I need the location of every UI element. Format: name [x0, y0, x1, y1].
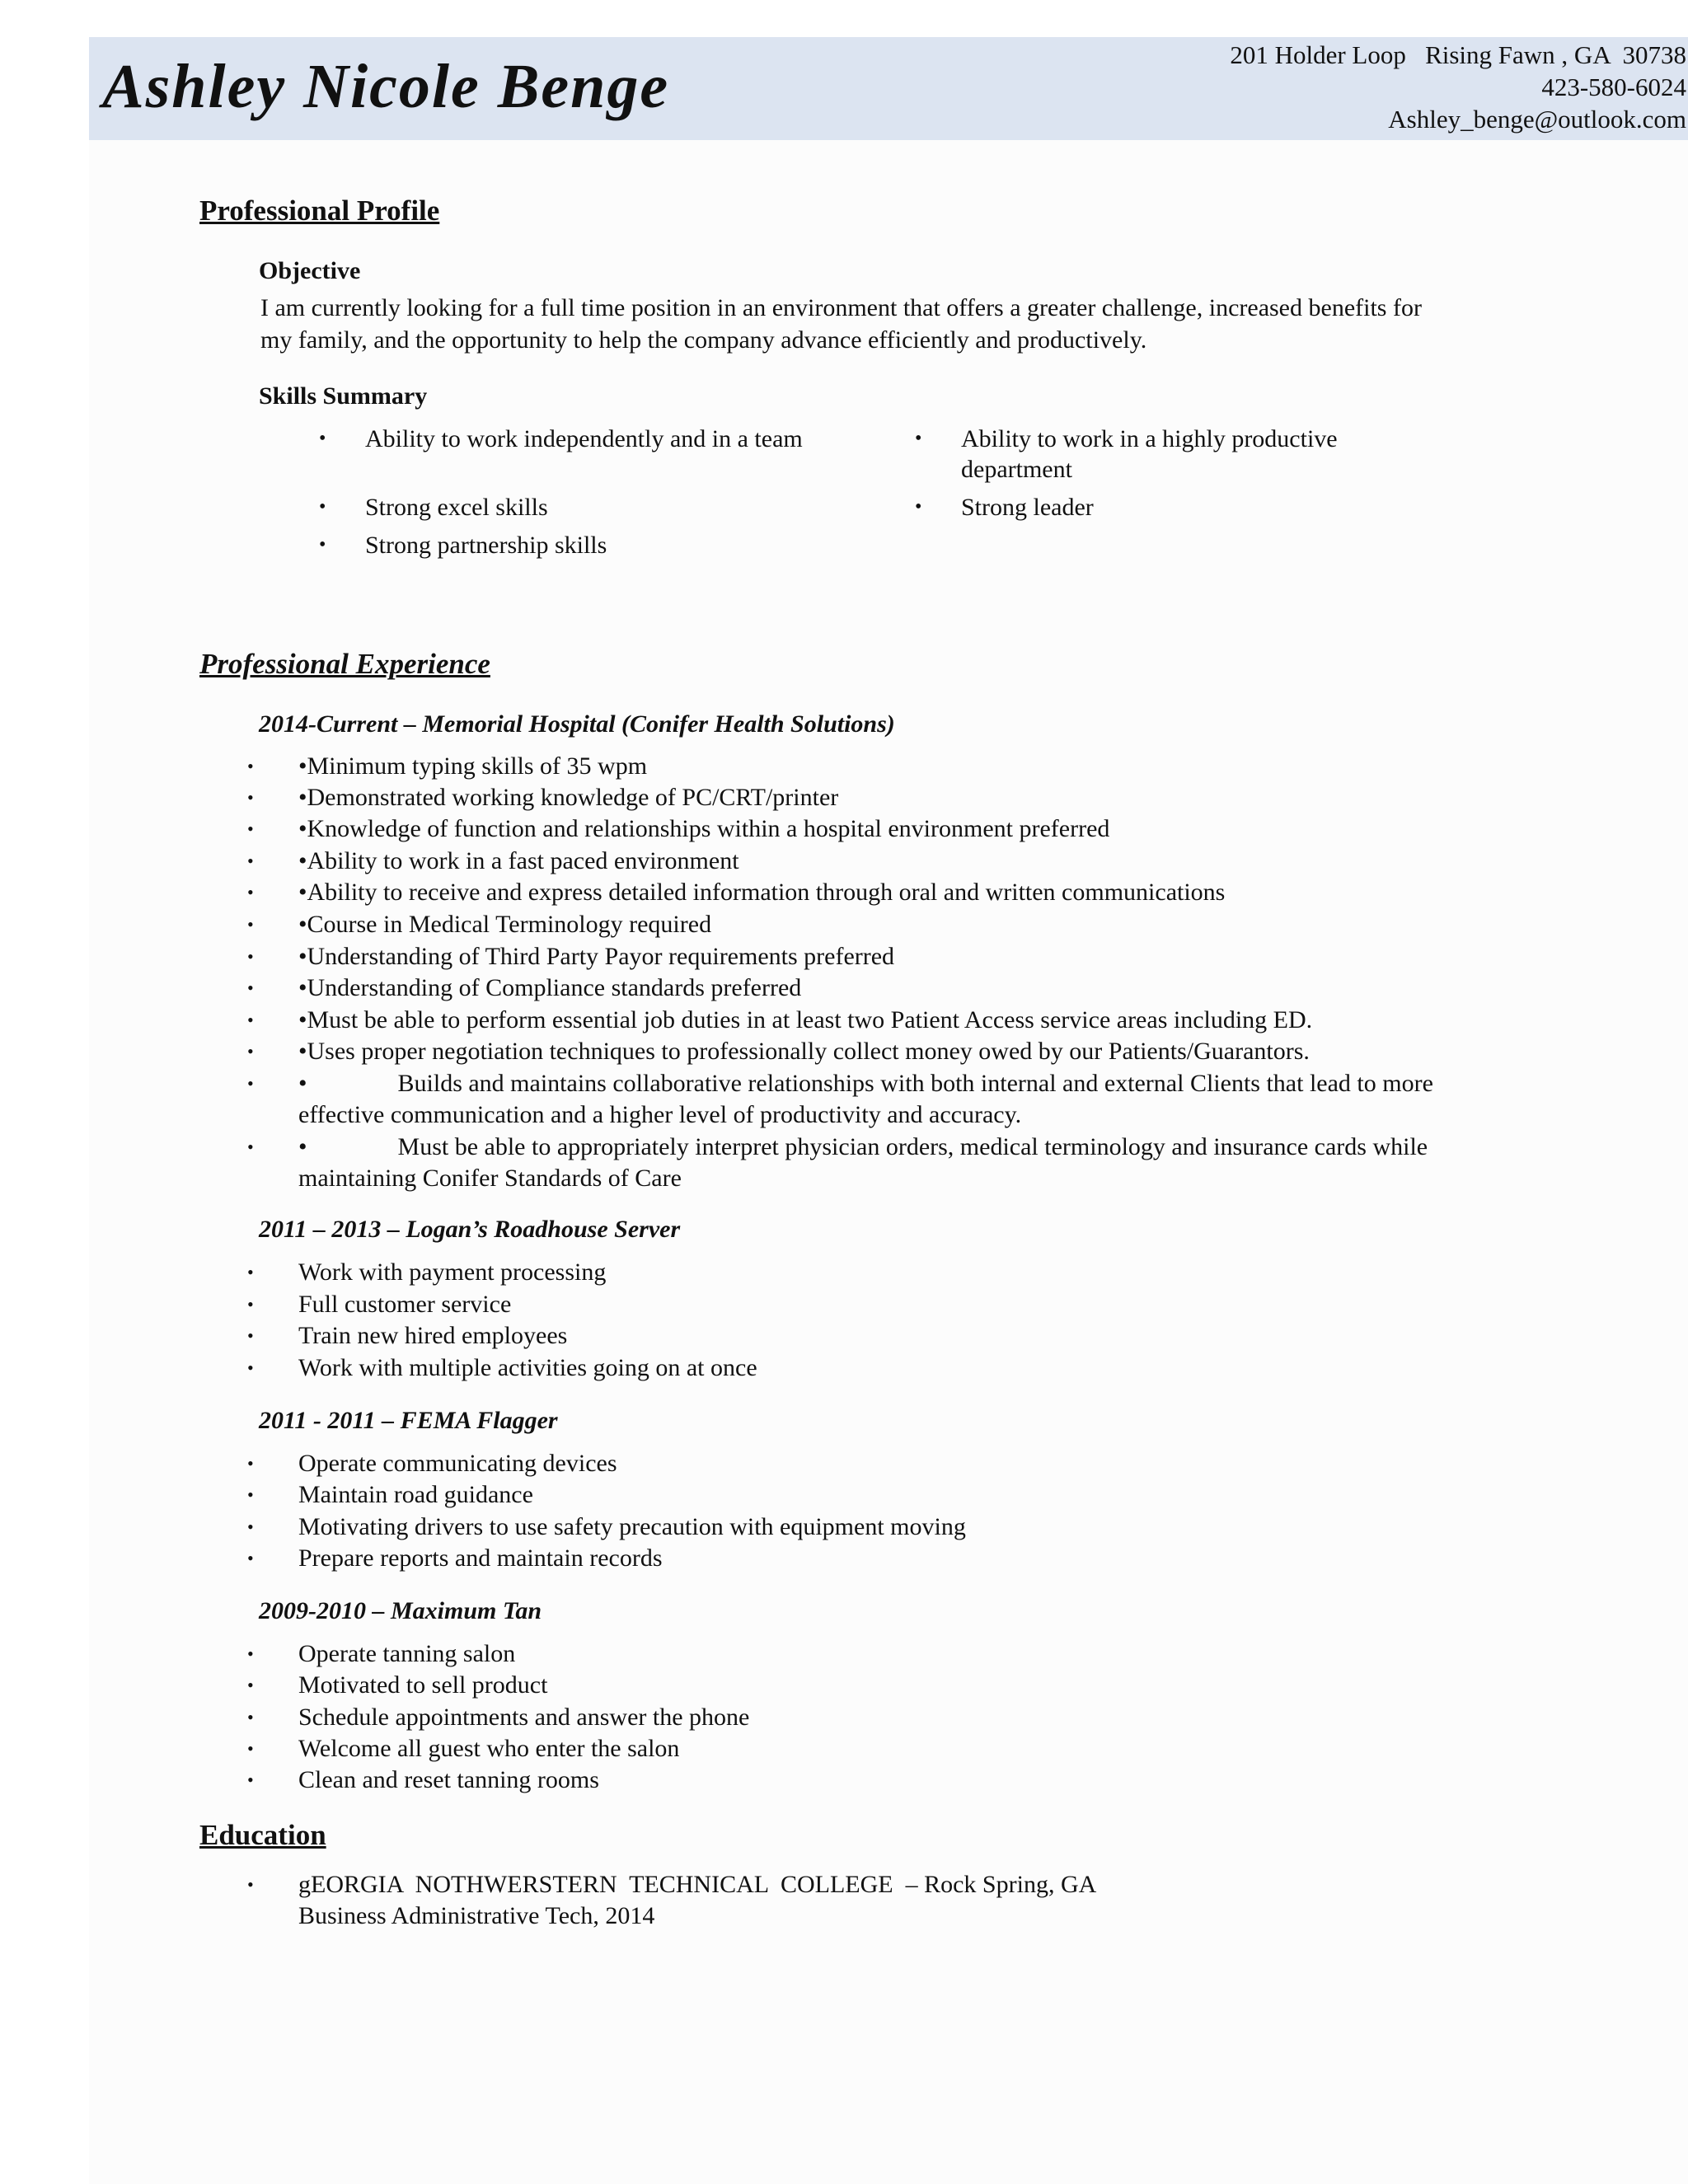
item-text: •Must be able to perform essential job duties in at least two Patient Access service areas including ED. — [298, 1006, 1313, 1033]
job-title: 2014-Current – Memorial Hospital (Conifer Health Solutions) — [259, 710, 895, 738]
bullet-icon: • — [247, 882, 254, 902]
bullet-icon: • — [247, 818, 254, 839]
job-title: 2011 - 2011 – FEMA Flagger — [259, 1407, 558, 1434]
bullet-icon: • — [247, 914, 254, 935]
item-text: Welcome all guest who enter the salon — [298, 1735, 680, 1762]
item-text: Work with payment processing — [298, 1258, 607, 1286]
list-item — [247, 1132, 1502, 1194]
bullet-icon: • — [247, 1675, 254, 1695]
item-text: Operate communicating devices — [298, 1450, 617, 1477]
list-item — [247, 877, 1502, 908]
item-text: Work with multiple activities going on at once — [298, 1354, 757, 1381]
bullet-icon: • — [247, 1073, 254, 1094]
item-text: Motivating drivers to use safety precaution with equipment moving — [298, 1513, 966, 1540]
inline-bullet: • — [298, 1133, 307, 1160]
skill-item — [319, 530, 835, 560]
list-item — [247, 1638, 1502, 1670]
bullet-icon: • — [247, 1325, 254, 1346]
list-item — [247, 1702, 1502, 1733]
list-item — [247, 813, 1502, 845]
list-item — [247, 1005, 1502, 1036]
skill-item — [319, 424, 835, 454]
bullet-icon: • — [247, 1010, 254, 1030]
item-text: •Course in Medical Terminology required — [298, 911, 712, 938]
bullet-icon: • — [247, 1643, 254, 1664]
list-item — [247, 1352, 1502, 1384]
list-item — [247, 1543, 1502, 1574]
skills-label: Skills Summary — [259, 382, 428, 410]
item-text: •Demonstrated working knowledge of PC/CRT/printer — [298, 784, 839, 811]
profile-heading: Professional Profile — [199, 194, 440, 227]
item-text: •Understanding of Third Party Payor requirements preferred — [298, 943, 895, 970]
list-item — [247, 1289, 1502, 1320]
job-title: 2011 – 2013 – Logan’s Roadhouse Server — [259, 1216, 681, 1243]
bullet-icon: • — [247, 946, 254, 967]
bullet-icon: • — [247, 1137, 254, 1157]
education-heading: Education — [199, 1819, 326, 1851]
list-item — [247, 751, 1502, 782]
list-item — [247, 1448, 1502, 1479]
skill-text: Ability to work independently and in a team — [365, 425, 803, 452]
bullet-icon: • — [319, 534, 326, 555]
bullet-icon: • — [247, 787, 254, 808]
list-item — [247, 1257, 1502, 1288]
bullet-icon: • — [319, 496, 326, 518]
phone: 423-580-6024 — [1541, 73, 1686, 101]
item-text: Maintain road guidance — [298, 1481, 533, 1508]
bullet-icon: • — [247, 756, 254, 776]
list-item — [247, 1036, 1502, 1067]
list-item — [247, 1479, 1502, 1511]
resume-name: Ashley Nicole Benge — [102, 52, 670, 121]
bullet-icon: • — [247, 1548, 254, 1568]
list-item — [247, 1733, 1502, 1765]
item-text: Builds and maintains collaborative relationships with both internal and external Clients that lead to more effective communication and a higher level of productivity and accuracy. — [298, 1070, 1433, 1128]
skill-item — [915, 424, 1423, 485]
list-item — [247, 1670, 1502, 1701]
objective-text: I am currently looking for a full time position in an environment that offers a greater challenge, increased benefits for my family, and the opportunity to help the company advance efficiently and productively. — [260, 294, 1422, 354]
item-text: Operate tanning salon — [298, 1640, 516, 1667]
inline-bullet: • — [298, 1070, 307, 1097]
item-text: •Ability to work in a fast paced environment — [298, 847, 739, 874]
skill-text: Strong leader — [961, 494, 1094, 521]
item-text: Clean and reset tanning rooms — [298, 1766, 599, 1793]
bullet-icon: • — [247, 1294, 254, 1315]
bullet-icon: • — [247, 1262, 254, 1282]
education-item — [247, 1869, 1502, 1932]
bullet-icon: • — [247, 1357, 254, 1378]
skill-text: Strong excel skills — [365, 494, 548, 521]
list-item — [247, 1765, 1502, 1796]
bullet-icon: • — [319, 428, 326, 449]
bullet-icon: • — [247, 851, 254, 871]
bullet-icon: • — [247, 1516, 254, 1537]
item-text: Train new hired employees — [298, 1322, 568, 1349]
skill-item — [915, 492, 1423, 523]
item-text: Full customer service — [298, 1291, 512, 1318]
email: Ashley_benge@outlook.com — [1388, 105, 1686, 134]
item-text: Schedule appointments and answer the phone — [298, 1704, 750, 1731]
bullet-icon: • — [247, 1041, 254, 1062]
list-item — [247, 972, 1502, 1004]
bullet-icon: • — [915, 496, 922, 518]
bullet-icon: • — [247, 1484, 254, 1505]
job-title: 2009-2010 – Maximum Tan — [259, 1597, 542, 1624]
item-text: •Understanding of Compliance standards preferred — [298, 974, 802, 1001]
objective-label: Objective — [259, 257, 361, 284]
list-item — [247, 782, 1502, 813]
bullet-icon: • — [247, 1453, 254, 1474]
experience-heading: Professional Experience — [199, 648, 490, 680]
bullet-icon: • — [247, 1707, 254, 1727]
item-text: •Uses proper negotiation techniques to professionally collect money owed by our Patients/Guarantors. — [298, 1038, 1310, 1065]
list-item — [247, 1511, 1502, 1543]
bullet-icon: • — [247, 1738, 254, 1759]
bullet-icon: • — [247, 1874, 254, 1895]
list-item — [247, 1068, 1502, 1131]
item-text: Motivated to sell product — [298, 1671, 548, 1699]
bullet-icon: • — [247, 1769, 254, 1790]
skill-item — [319, 492, 835, 523]
item-text: •Minimum typing skills of 35 wpm — [298, 752, 648, 780]
item-text: •Knowledge of function and relationships within a hospital environment preferred — [298, 815, 1110, 842]
item-text: Must be able to appropriately interpret physician orders, medical terminology and insurance cards while maintaining Conifer Standards of Care — [298, 1133, 1428, 1192]
item-text: Prepare reports and maintain records — [298, 1544, 663, 1572]
skill-text: Strong partnership skills — [365, 532, 607, 559]
list-item — [247, 1320, 1502, 1352]
bullet-icon: • — [915, 428, 922, 449]
address: 201 Holder Loop Rising Fawn , GA 30738 — [1230, 40, 1686, 69]
bullet-icon: • — [247, 977, 254, 998]
item-text: •Ability to receive and express detailed information through oral and written communications — [298, 879, 1226, 906]
list-item — [247, 909, 1502, 940]
skill-text: Ability to work in a highly productive department — [961, 425, 1338, 483]
list-item — [247, 941, 1502, 972]
list-item — [247, 846, 1502, 877]
school-name: gEORGIA NOTHWERSTERN TECHNICAL COLLEGE – Rock Spring, GA — [298, 1871, 1097, 1898]
degree: Business Administrative Tech, 2014 — [298, 1902, 655, 1929]
